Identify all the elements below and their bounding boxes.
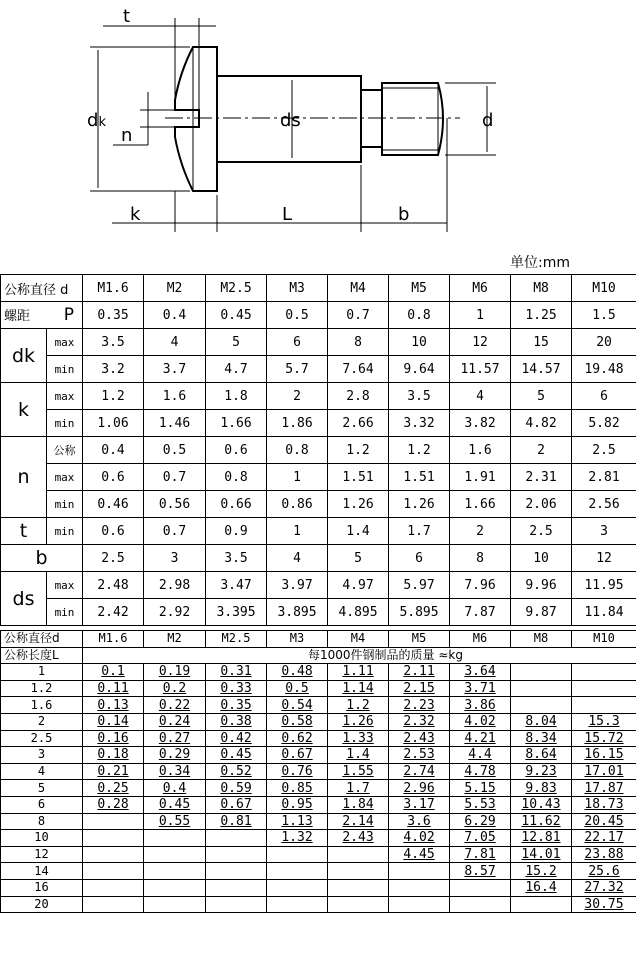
mass-cell: 0.55 bbox=[144, 813, 206, 830]
mass-cell: 0.16 bbox=[83, 730, 144, 747]
mass-cell bbox=[328, 863, 389, 880]
mass-cell: 1.13 bbox=[267, 813, 328, 830]
mass-cell: 0.18 bbox=[83, 747, 144, 764]
size-header-row bbox=[1, 275, 636, 302]
mass-row bbox=[1, 763, 636, 780]
mass-cell: 1.7 bbox=[328, 780, 389, 797]
mass-cell bbox=[450, 896, 511, 913]
mass-cell bbox=[267, 863, 328, 880]
mass-row bbox=[1, 863, 636, 880]
mass-cell: 0.2 bbox=[144, 680, 206, 697]
mass-cell bbox=[83, 846, 144, 863]
length-cell: 20 bbox=[1, 896, 83, 913]
mass-cell: 20.45 bbox=[572, 813, 636, 830]
mass-cell bbox=[389, 879, 450, 896]
mass-cell: 1.2 bbox=[328, 697, 389, 714]
ds-min-row: min 2.42 2.92 3.395 3.895 4.895 5.895 7.87 9.87 11.84 bbox=[1, 599, 636, 626]
mass-cell bbox=[511, 697, 572, 714]
mass-row bbox=[1, 730, 636, 747]
mass-cell: 0.59 bbox=[206, 780, 267, 797]
mass-cell: 5.15 bbox=[450, 780, 511, 797]
unit-label: 单位:mm bbox=[510, 255, 570, 271]
mass-cell: 0.38 bbox=[206, 713, 267, 730]
mass-row bbox=[1, 697, 636, 714]
ds-max-row: ds max 2.48 2.98 3.47 3.97 4.97 5.97 7.96 9.96 11.95 bbox=[1, 572, 636, 599]
size-cell: M2.5 bbox=[206, 275, 267, 302]
mass-cell bbox=[572, 664, 636, 681]
mass-cell: 8.04 bbox=[511, 713, 572, 730]
mass-row bbox=[1, 747, 636, 764]
mass-cell: 8.57 bbox=[450, 863, 511, 880]
mass-size-header-row: 公称直径d M1.6 M2 M2.5 M3 M4 M5 M6 M8 M10 bbox=[1, 631, 636, 648]
mass-cell: 0.22 bbox=[144, 697, 206, 714]
mass-cell: 1.11 bbox=[328, 664, 389, 681]
mass-cell: 0.54 bbox=[267, 697, 328, 714]
mass-cell: 0.85 bbox=[267, 780, 328, 797]
mass-cell: 7.05 bbox=[450, 830, 511, 847]
mass-cell: 9.23 bbox=[511, 763, 572, 780]
mass-row bbox=[1, 896, 636, 913]
mass-cell: 0.35 bbox=[206, 697, 267, 714]
mass-cell bbox=[144, 830, 206, 847]
dk-max-row: dk max 3.5 4 5 6 8 10 12 15 20 bbox=[1, 329, 636, 356]
mass-row bbox=[1, 780, 636, 797]
mass-row bbox=[1, 713, 636, 730]
mass-cell: 0.19 bbox=[144, 664, 206, 681]
mass-cell bbox=[389, 896, 450, 913]
mass-cell: 4.78 bbox=[450, 763, 511, 780]
mass-cell: 0.62 bbox=[267, 730, 328, 747]
mass-cell bbox=[83, 813, 144, 830]
svg-text:k: k bbox=[130, 204, 141, 225]
mass-cell bbox=[144, 846, 206, 863]
length-cell: 14 bbox=[1, 863, 83, 880]
mass-cell: 2.96 bbox=[389, 780, 450, 797]
mass-cell: 2.43 bbox=[389, 730, 450, 747]
mass-cell: 1.26 bbox=[328, 713, 389, 730]
mass-cell: 1.55 bbox=[328, 763, 389, 780]
mass-cell: 15.3 bbox=[572, 713, 636, 730]
dimensions-table bbox=[0, 274, 636, 626]
mass-cell: 10.43 bbox=[511, 796, 572, 813]
svg-text:b: b bbox=[398, 204, 410, 225]
mass-cell bbox=[511, 896, 572, 913]
mass-cell: 4.45 bbox=[389, 846, 450, 863]
size-cell: M8 bbox=[511, 275, 572, 302]
length-cell: 12 bbox=[1, 846, 83, 863]
label-t: t bbox=[123, 6, 131, 27]
mass-cell bbox=[267, 896, 328, 913]
mass-cell: 0.28 bbox=[83, 796, 144, 813]
length-cell: 16 bbox=[1, 879, 83, 896]
n-min-row: min 0.46 0.56 0.66 0.86 1.26 1.26 1.66 2.06 2.56 bbox=[1, 491, 636, 518]
mass-cell: 0.11 bbox=[83, 680, 144, 697]
mass-cell bbox=[83, 879, 144, 896]
svg-text:ds: ds bbox=[280, 110, 301, 131]
mass-cell bbox=[83, 896, 144, 913]
mass-cell bbox=[144, 863, 206, 880]
pitch-label: 螺距 P bbox=[1, 302, 83, 329]
mass-cell bbox=[267, 879, 328, 896]
mass-cell: 7.81 bbox=[450, 846, 511, 863]
length-cell: 1.2 bbox=[1, 680, 83, 697]
mass-cell: 8.34 bbox=[511, 730, 572, 747]
mass-cell: 0.24 bbox=[144, 713, 206, 730]
mass-row bbox=[1, 846, 636, 863]
mass-cell: 0.81 bbox=[206, 813, 267, 830]
mass-row bbox=[1, 830, 636, 847]
mass-row bbox=[1, 879, 636, 896]
pitch-row: 螺距 P 0.35 0.4 0.45 0.5 0.7 0.8 1 1.25 1.5 bbox=[1, 302, 636, 329]
mass-cell: 2.23 bbox=[389, 697, 450, 714]
mass-cell: 0.67 bbox=[267, 747, 328, 764]
length-cell: 1.6 bbox=[1, 697, 83, 714]
length-cell: 5 bbox=[1, 780, 83, 797]
length-cell: 4 bbox=[1, 763, 83, 780]
mass-cell bbox=[206, 830, 267, 847]
mass-cell: 0.76 bbox=[267, 763, 328, 780]
mass-cell: 17.87 bbox=[572, 780, 636, 797]
mass-cell: 0.13 bbox=[83, 697, 144, 714]
mass-cell: 18.73 bbox=[572, 796, 636, 813]
mass-cell: 4.4 bbox=[450, 747, 511, 764]
mass-cell bbox=[206, 896, 267, 913]
length-cell: 8 bbox=[1, 813, 83, 830]
mass-cell: 23.88 bbox=[572, 846, 636, 863]
n-nominal-row: n 公称 0.4 0.5 0.6 0.8 1.2 1.2 1.6 2 2.5 bbox=[1, 437, 636, 464]
length-cell: 10 bbox=[1, 830, 83, 847]
length-cell: 2 bbox=[1, 713, 83, 730]
size-cell: M5 bbox=[389, 275, 450, 302]
mass-cell: 4.02 bbox=[450, 713, 511, 730]
length-cell: 1 bbox=[1, 664, 83, 681]
size-cell: M6 bbox=[450, 275, 511, 302]
mass-cell bbox=[511, 664, 572, 681]
mass-cell: 17.01 bbox=[572, 763, 636, 780]
mass-cell: 0.95 bbox=[267, 796, 328, 813]
dk-min-row: min 3.2 3.7 4.7 5.7 7.64 9.64 11.57 14.57 19.48 bbox=[1, 356, 636, 383]
size-cell: M1.6 bbox=[83, 275, 144, 302]
mass-cell bbox=[83, 830, 144, 847]
mass-cell bbox=[144, 896, 206, 913]
mass-table bbox=[0, 630, 636, 913]
mass-cell: 27.32 bbox=[572, 879, 636, 896]
mass-cell: 1.33 bbox=[328, 730, 389, 747]
length-cell: 3 bbox=[1, 747, 83, 764]
mass-cell: 15.72 bbox=[572, 730, 636, 747]
mass-cell: 5.53 bbox=[450, 796, 511, 813]
mass-cell: 4.02 bbox=[389, 830, 450, 847]
svg-text:n: n bbox=[121, 125, 133, 146]
nominal-diameter-label: 公称直径 d bbox=[1, 275, 83, 302]
mass-cell: 8.64 bbox=[511, 747, 572, 764]
screw-drawing bbox=[0, 0, 636, 245]
mass-cell bbox=[267, 846, 328, 863]
mass-row bbox=[1, 796, 636, 813]
mass-cell: 2.43 bbox=[328, 830, 389, 847]
svg-text:d: d bbox=[482, 110, 494, 131]
mass-cell: 0.14 bbox=[83, 713, 144, 730]
mass-row bbox=[1, 680, 636, 697]
mass-cell: 12.81 bbox=[511, 830, 572, 847]
mass-row bbox=[1, 664, 636, 681]
size-cell: M10 bbox=[572, 275, 636, 302]
n-max-row: max 0.6 0.7 0.8 1 1.51 1.51 1.91 2.31 2.81 bbox=[1, 464, 636, 491]
mass-cell: 3.17 bbox=[389, 796, 450, 813]
mass-cell bbox=[389, 863, 450, 880]
b-row: b 2.5 3 3.5 4 5 6 8 10 12 bbox=[1, 545, 636, 572]
mass-cell bbox=[83, 863, 144, 880]
mass-cell: 2.32 bbox=[389, 713, 450, 730]
mass-cell: 0.21 bbox=[83, 763, 144, 780]
mass-cell: 16.15 bbox=[572, 747, 636, 764]
mass-cell bbox=[328, 879, 389, 896]
mass-cell: 16.4 bbox=[511, 879, 572, 896]
mass-cell: 2.11 bbox=[389, 664, 450, 681]
length-cell: 6 bbox=[1, 796, 83, 813]
mass-cell: 0.27 bbox=[144, 730, 206, 747]
mass-note-row: 公称长度L 每1000件钢制品的质量 ≈kg bbox=[1, 647, 636, 664]
mass-row bbox=[1, 813, 636, 830]
size-cell: M3 bbox=[267, 275, 328, 302]
mass-cell: 1.14 bbox=[328, 680, 389, 697]
mass-cell: 0.67 bbox=[206, 796, 267, 813]
mass-cell bbox=[572, 697, 636, 714]
mass-cell: 2.74 bbox=[389, 763, 450, 780]
mass-cell: 0.34 bbox=[144, 763, 206, 780]
mass-cell bbox=[328, 846, 389, 863]
mass-cell: 4.21 bbox=[450, 730, 511, 747]
mass-cell: 0.31 bbox=[206, 664, 267, 681]
mass-cell: 0.58 bbox=[267, 713, 328, 730]
mass-cell: 25.6 bbox=[572, 863, 636, 880]
mass-cell: 3.71 bbox=[450, 680, 511, 697]
size-cell: M2 bbox=[144, 275, 206, 302]
t-min-row: t min 0.6 0.7 0.9 1 1.4 1.7 2 2.5 3 bbox=[1, 518, 636, 545]
mass-cell: 0.1 bbox=[83, 664, 144, 681]
mass-cell bbox=[572, 680, 636, 697]
mass-cell: 1.32 bbox=[267, 830, 328, 847]
mass-cell: 11.62 bbox=[511, 813, 572, 830]
mass-cell: 6.29 bbox=[450, 813, 511, 830]
mass-cell: 2.14 bbox=[328, 813, 389, 830]
mass-cell: 0.25 bbox=[83, 780, 144, 797]
mass-cell: 30.75 bbox=[572, 896, 636, 913]
mass-cell: 0.52 bbox=[206, 763, 267, 780]
mass-cell: 0.48 bbox=[267, 664, 328, 681]
mass-cell: 0.42 bbox=[206, 730, 267, 747]
mass-cell: 3.64 bbox=[450, 664, 511, 681]
mass-cell: 3.86 bbox=[450, 697, 511, 714]
mass-cell: 0.45 bbox=[206, 747, 267, 764]
mass-cell: 0.33 bbox=[206, 680, 267, 697]
mass-cell bbox=[206, 879, 267, 896]
mass-cell: 0.45 bbox=[144, 796, 206, 813]
mass-cell: 2.53 bbox=[389, 747, 450, 764]
mass-cell bbox=[206, 846, 267, 863]
svg-text:L: L bbox=[282, 204, 293, 225]
length-cell: 2.5 bbox=[1, 730, 83, 747]
mass-cell bbox=[328, 896, 389, 913]
mass-cell: 0.5 bbox=[267, 680, 328, 697]
mass-cell bbox=[206, 863, 267, 880]
mass-cell: 15.2 bbox=[511, 863, 572, 880]
mass-cell bbox=[450, 879, 511, 896]
mass-cell: 22.17 bbox=[572, 830, 636, 847]
size-cell: M4 bbox=[328, 275, 389, 302]
mass-cell: 1.4 bbox=[328, 747, 389, 764]
k-max-row: k max 1.2 1.6 1.8 2 2.8 3.5 4 5 6 bbox=[1, 383, 636, 410]
svg-text:dk: dk bbox=[87, 110, 106, 131]
mass-cell: 14.01 bbox=[511, 846, 572, 863]
mass-cell: 0.29 bbox=[144, 747, 206, 764]
mass-cell: 9.83 bbox=[511, 780, 572, 797]
mass-cell: 1.84 bbox=[328, 796, 389, 813]
mass-cell bbox=[511, 680, 572, 697]
mass-cell: 0.4 bbox=[144, 780, 206, 797]
mass-cell: 3.6 bbox=[389, 813, 450, 830]
mass-cell bbox=[144, 879, 206, 896]
mass-note: 每1000件钢制品的质量 ≈kg bbox=[83, 647, 636, 664]
mass-cell: 2.15 bbox=[389, 680, 450, 697]
k-min-row: min 1.06 1.46 1.66 1.86 2.66 3.32 3.82 4.82 5.82 bbox=[1, 410, 636, 437]
